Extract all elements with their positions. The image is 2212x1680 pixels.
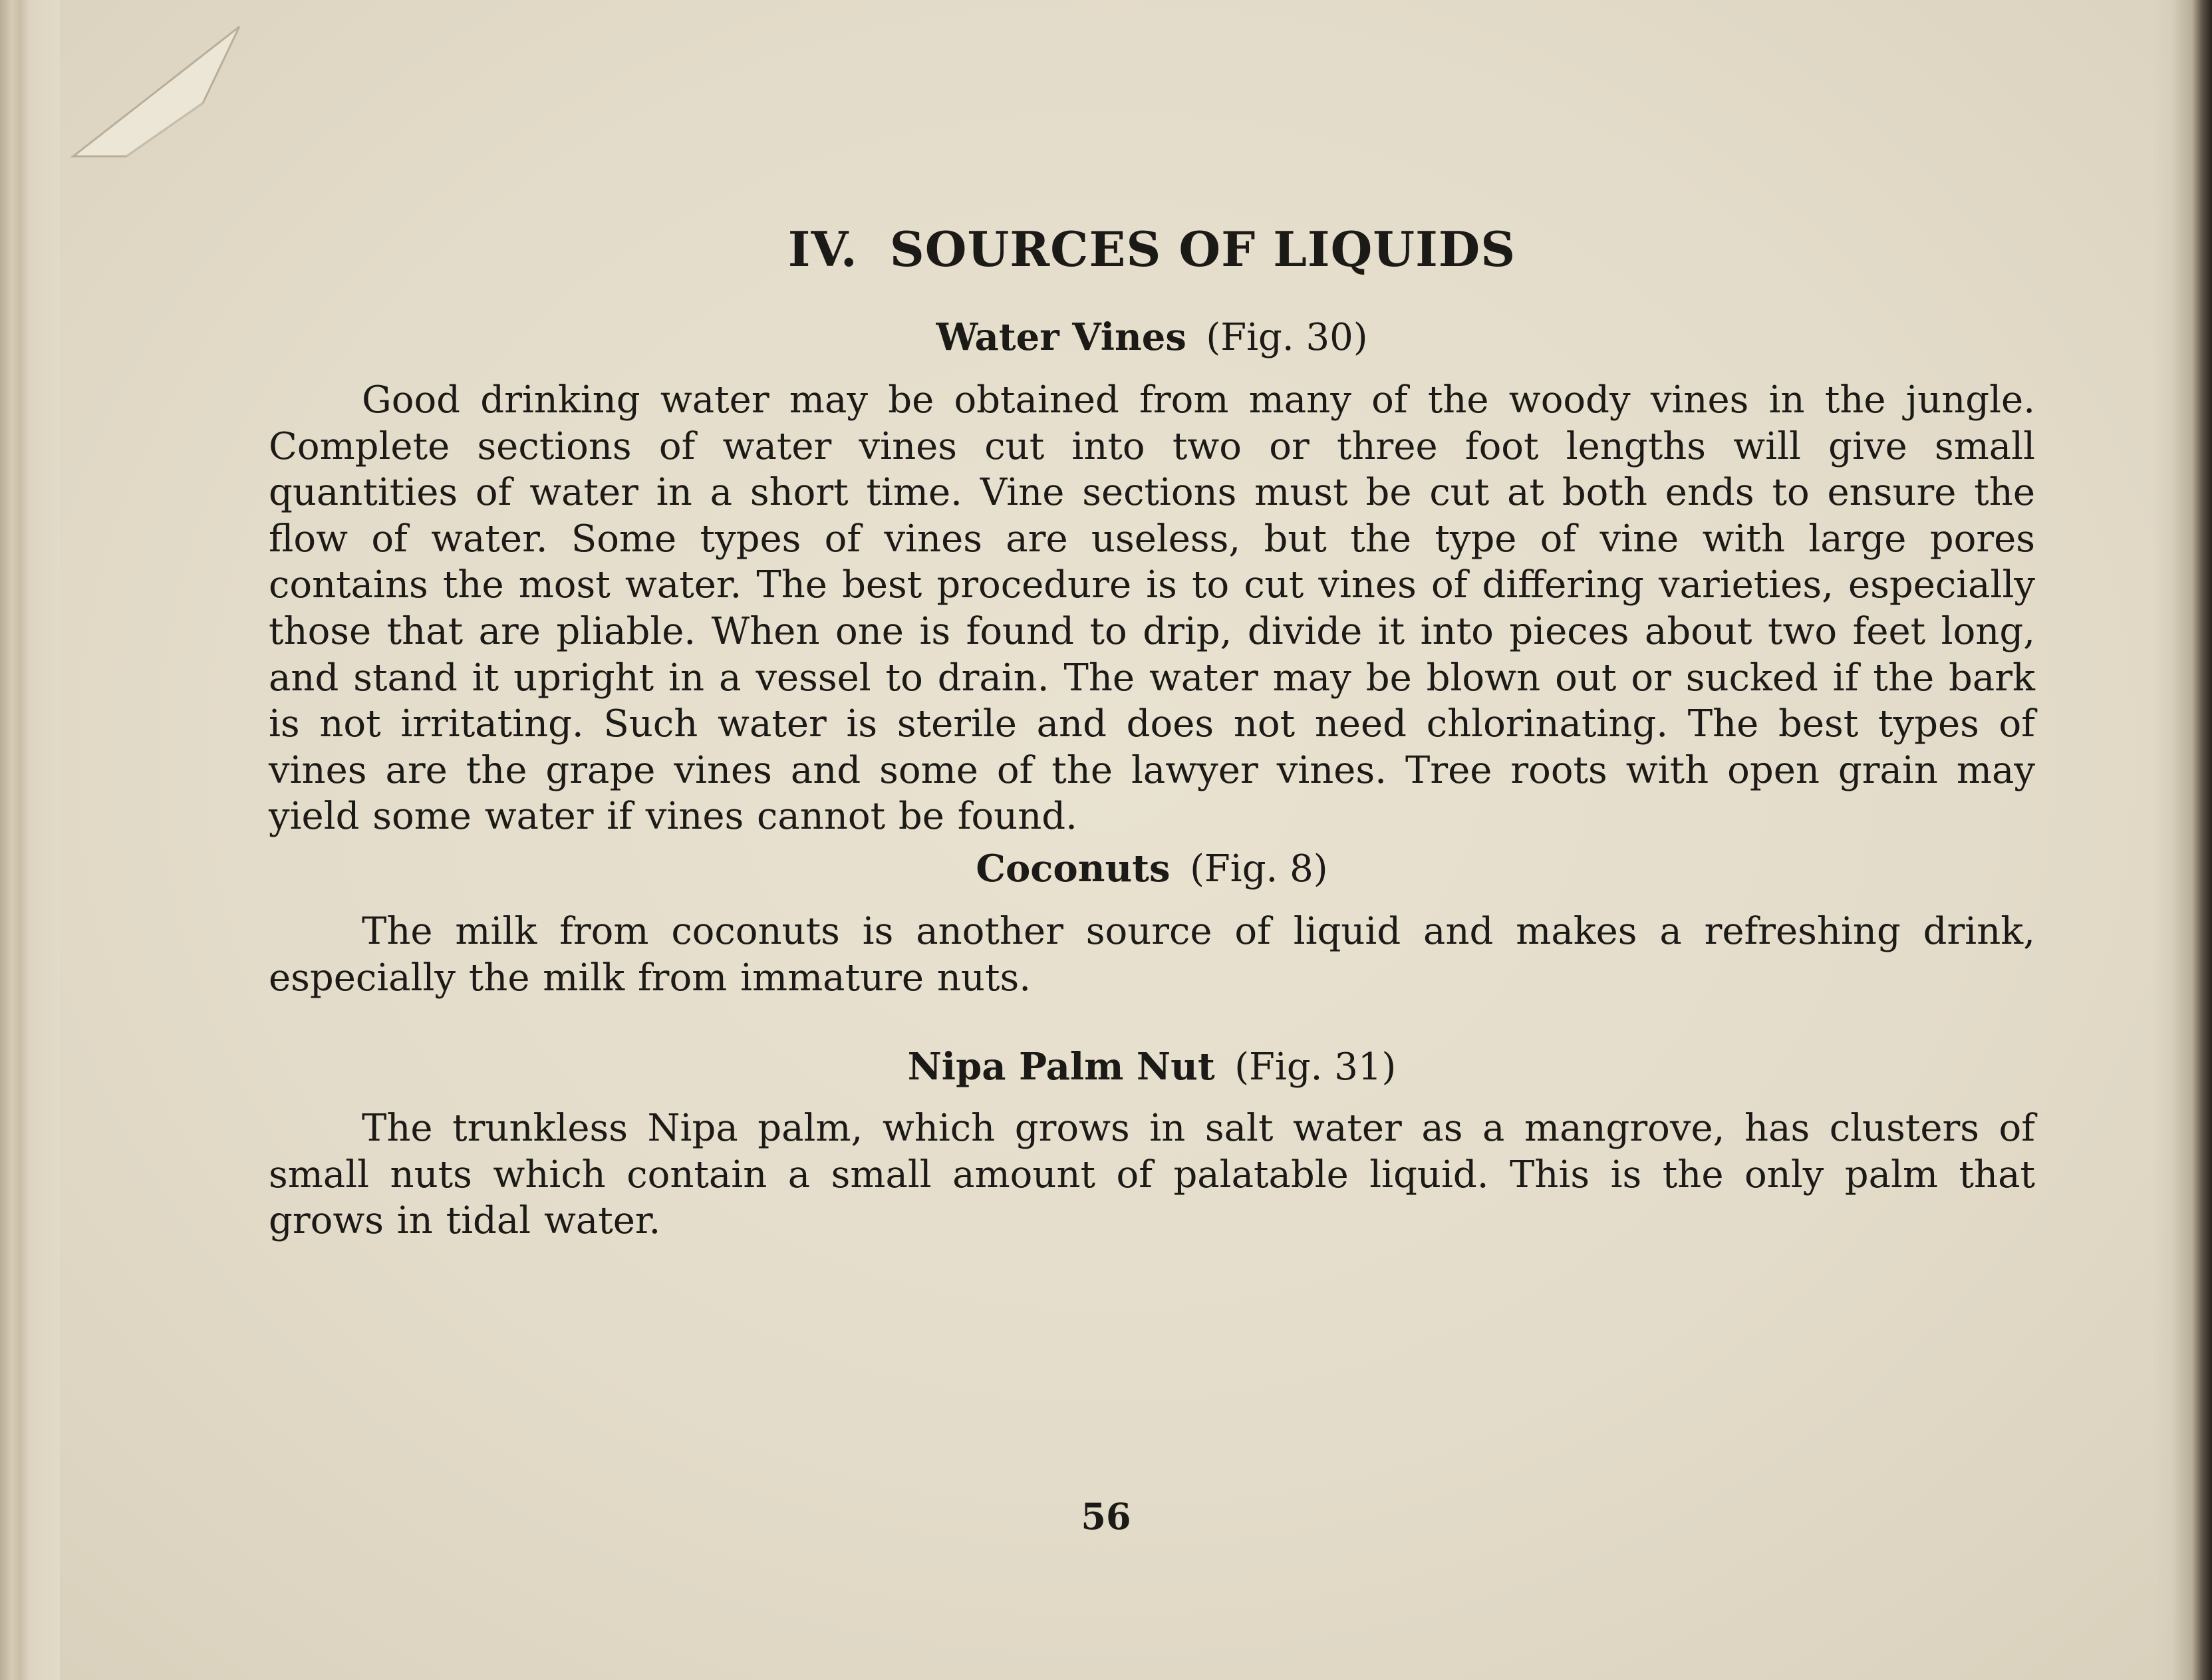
page-edge-right xyxy=(2152,0,2212,1680)
page-number: 56 xyxy=(1081,1495,1131,1538)
chapter-title xyxy=(269,219,2035,279)
section-heading-coconuts xyxy=(269,845,2035,893)
page-binding-left xyxy=(0,0,60,1680)
chapter-title-text: SOURCES OF LIQUIDS xyxy=(889,221,1516,277)
figure-reference: (Fig. 8) xyxy=(1190,847,1328,891)
section-body-coconuts: The milk from coconuts is another source of liquid and makes a refreshing drink, especially the milk from immature nuts. xyxy=(269,909,2035,1000)
figure-reference: (Fig. 30) xyxy=(1206,316,1368,359)
section-body-nipa-palm-nut: The trunkless Nipa palm, which grows in salt water as a mangrove, has clusters of small nuts which contain a small amount of palatable liquid. This is the only palm that grows in tidal water. xyxy=(269,1107,2035,1243)
section-heading-nipa-palm-nut xyxy=(269,1044,2035,1091)
section-heading-water-vines xyxy=(269,314,2035,361)
page-content xyxy=(269,200,2035,1244)
section-heading-text: Water Vines xyxy=(936,315,1186,359)
figure-reference: (Fig. 31) xyxy=(1234,1046,1397,1089)
section-heading-text: Nipa Palm Nut xyxy=(907,1045,1215,1089)
section-body-water-vines: Good drinking water may be obtained from many of the woody vines in the jungle. Complete sections of water vines cut into two or three foot lengths will give small quantities of water in a short time. Vine sections must be cut at both ends to ensure the flow of water. Some types of vines are useless, but the type of vine with large pores contains the most water. The best procedure is to cut vines of differing varieties, especially those that are pliable. When one is found to drip, divide it into pieces about two feet long, and stand it upright in a vessel to drain. The water may be blown out or sucked if the bark is not irritating. Such water is sterile and does not need chlorinating. The best types of vines are the grape vines and some of the lawyer vines. Tree roots with open grain may yield some water if vines cannot be found. xyxy=(269,378,2035,839)
chapter-numeral: IV. xyxy=(787,221,858,277)
folded-corner-icon xyxy=(67,20,246,173)
section-heading-text: Coconuts xyxy=(976,846,1171,891)
